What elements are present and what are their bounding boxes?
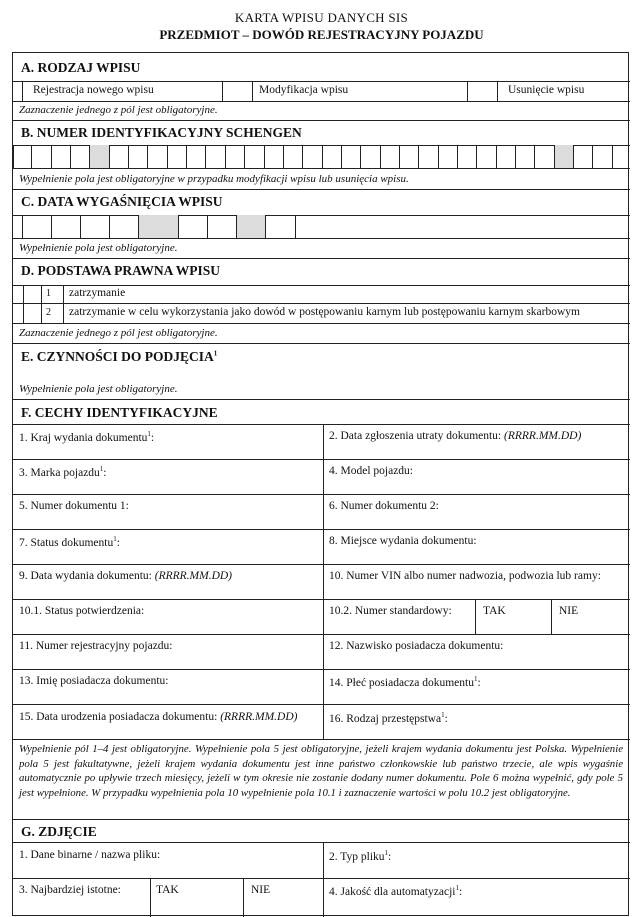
expiry-date-char-cell[interactable] xyxy=(52,215,81,238)
most-relevant-no-label: NIE xyxy=(251,884,271,896)
section-g-title: G. ZDJĘCIE xyxy=(21,824,97,839)
field-registration-number[interactable] xyxy=(13,634,323,669)
schengen-id-char-cell[interactable] xyxy=(594,145,613,168)
expiry-date-char-cell[interactable] xyxy=(237,215,266,238)
legal-basis-1-label: zatrzymanie xyxy=(69,287,126,299)
modify-entry-checkbox[interactable] xyxy=(468,81,498,101)
legal-basis-list xyxy=(13,285,630,323)
standard-number-yes-label: TAK xyxy=(483,605,506,617)
field-16-label: 16. Rodzaj przestępstwa$^1$: xyxy=(329,711,448,725)
schengen-id-char-cell[interactable] xyxy=(71,145,90,168)
schengen-id-row xyxy=(13,145,630,168)
new-entry-checkbox[interactable] xyxy=(223,81,253,101)
section-b-title: B. NUMER IDENTYFIKACYJNY SCHENGEN xyxy=(21,125,302,140)
schengen-id-char-cell[interactable] xyxy=(555,145,574,168)
section-a-note: Zaznaczenie jednego z pól jest obligatoryjne. xyxy=(19,104,218,116)
schengen-id-char-cell[interactable] xyxy=(497,145,516,168)
field-g3-label: 3. Najbardziej istotne: xyxy=(19,884,121,896)
field-loss-report-date[interactable] xyxy=(323,424,630,459)
field-1-label: 1. Kraj wydania dokumentu$^1$: xyxy=(19,430,155,444)
schengen-id-char-cell[interactable] xyxy=(129,145,148,168)
schengen-id-char-cell[interactable] xyxy=(13,145,32,168)
option-delete-entry xyxy=(498,81,630,101)
section-e-note: Wypełnienie pola jest obligatoryjne. xyxy=(19,383,178,395)
schengen-id-char-cell[interactable] xyxy=(574,145,593,168)
most-relevant-yes[interactable] xyxy=(150,878,243,917)
field-g4-label: 4. Jakość dla automatyzacji$^1$: xyxy=(329,884,463,898)
section-e-footnote-ref: 1 xyxy=(213,349,218,358)
schengen-id-char-cell[interactable] xyxy=(168,145,187,168)
field-11-label: 11. Numer rejestracyjny pojazdu: xyxy=(19,640,173,652)
expiry-date-row xyxy=(13,215,630,238)
field-7-label: 7. Status dokumentu$^1$: xyxy=(19,535,120,549)
expiry-date-char-cell[interactable] xyxy=(208,215,237,238)
legal-basis-1-checkbox[interactable] xyxy=(13,285,23,303)
field-g2-label: 2. Typ pliku$^1$: xyxy=(329,849,392,863)
standard-number-yes[interactable] xyxy=(475,599,551,634)
expiry-date-char-cell[interactable] xyxy=(23,215,52,238)
field-document-number-2[interactable] xyxy=(323,494,630,529)
option-new-entry xyxy=(23,81,223,101)
option-delete-entry-label: Usunięcie wpisu xyxy=(508,84,585,96)
field-9-label: 9. Data wydania dokumentu: (RRRR.MM.DD) xyxy=(19,570,233,582)
schengen-id-char-cell[interactable] xyxy=(148,145,167,168)
section-e-title-text: E. CZYNNOŚCI DO PODJĘCIA xyxy=(21,349,214,364)
expiry-date-char-cell xyxy=(13,215,23,238)
schengen-id-char-cell[interactable] xyxy=(32,145,51,168)
field-4-label: 4. Model pojazdu: xyxy=(329,465,413,477)
section-d-note: Zaznaczenie jednego z pól jest obligatoryjne. xyxy=(19,327,218,339)
field-document-number-1[interactable] xyxy=(13,494,323,529)
field-document-status[interactable] xyxy=(13,529,323,564)
field-2-label: 2. Data zgłoszenia utraty dokumentu: (RRRR.MM.DD) xyxy=(329,430,582,442)
section-f-note: Wypełnienie pól 1–4 jest obligatoryjne. Wypełnienie pola 5 jest obligatoryjne, jeżeli krajem wydania dokumentu jest Polska. Wypełnienie pola 5 jest fakultatywne, jeżeli krajem wydania dokumentu jest inne państwo członkowskie lub państwo trzecie, ale wpis wygaśnie automatycznie po upływie trzech miesięcy, jeżeli w tym okresie nie zostanie dodany numer dokumentu. Pole 6 można wypełnić, gdy pole 5 jest wypełnione. W przypadku wypełnienia pola 10 wypełnienie pola 10.1 i zaznaczenie wartości w polu 10.2 jest obligatoryjne. xyxy=(19,743,623,799)
schengen-id-char-cell[interactable] xyxy=(323,145,342,168)
field-8-label: 8. Miejsce wydania dokumentu: xyxy=(329,535,477,547)
field-3-label: 3. Marka pojazdu$^1$: xyxy=(19,465,107,479)
standard-number-no-label: NIE xyxy=(559,605,579,617)
schengen-id-char-cell[interactable] xyxy=(477,145,496,168)
schengen-id-char-cell[interactable] xyxy=(207,145,226,168)
field-holder-birth-date[interactable] xyxy=(13,704,323,739)
field-confirmation-status[interactable] xyxy=(13,599,323,634)
schengen-id-char-cell[interactable] xyxy=(226,145,245,168)
schengen-id-char-cell[interactable] xyxy=(245,145,264,168)
section-d-title: D. PODSTAWA PRAWNA WPISU xyxy=(21,263,221,278)
field-vin-number[interactable] xyxy=(323,564,630,599)
section-c-note: Wypełnienie pola jest obligatoryjne. xyxy=(19,242,178,254)
option-modify-entry xyxy=(253,81,468,101)
schengen-id-char-cell[interactable] xyxy=(52,145,71,168)
section-c-title: C. DATA WYGAŚNIĘCIA WPISU xyxy=(21,194,223,209)
schengen-id-char-cell[interactable] xyxy=(110,145,129,168)
field-offence-type[interactable] xyxy=(323,704,630,739)
most-relevant-yes-label: TAK xyxy=(156,884,179,896)
legal-basis-2-label: zatrzymanie w celu wykorzystania jako dowód w postępowaniu karnym lub postępowaniu karnym skarbowym xyxy=(69,306,580,318)
field-binary-file[interactable] xyxy=(13,842,323,878)
option-modify-entry-label: Modyfikacja wpisu xyxy=(259,84,349,96)
most-relevant-no[interactable] xyxy=(243,878,323,917)
schengen-id-char-cell[interactable] xyxy=(187,145,206,168)
field-12-label: 12. Nazwisko posiadacza dokumentu: xyxy=(329,640,504,652)
expiry-date-char-cell[interactable] xyxy=(266,215,296,238)
field-holder-surname[interactable] xyxy=(323,634,630,669)
field-issue-date[interactable] xyxy=(13,564,323,599)
field-15-label: 15. Data urodzenia posiadacza dokumentu: (RRRR.MM.DD) xyxy=(19,711,298,723)
field-14-label: 14. Płeć posiadacza dokumentu$^1$: xyxy=(329,675,481,689)
field-automation-quality[interactable] xyxy=(323,878,630,917)
field-10-2-label: 10.2. Numer standardowy: xyxy=(329,605,452,617)
schengen-id-char-cell[interactable] xyxy=(265,145,284,168)
field-6-label: 6. Numer dokumentu 2: xyxy=(329,500,439,512)
field-file-type[interactable] xyxy=(323,842,630,878)
expiry-date-char-cell[interactable] xyxy=(179,215,208,238)
field-issuing-country[interactable] xyxy=(13,424,323,459)
field-holder-first-name[interactable] xyxy=(13,669,323,704)
field-vehicle-make[interactable] xyxy=(13,459,323,494)
option-new-entry-label: Rejestracja nowego wpisu xyxy=(33,84,154,96)
schengen-id-char-cell[interactable] xyxy=(516,145,535,168)
schengen-id-char-cell[interactable] xyxy=(419,145,438,168)
schengen-id-char-cell[interactable] xyxy=(535,145,554,168)
field-13-label: 13. Imię posiadacza dokumentu: xyxy=(19,675,169,687)
schengen-id-char-cell[interactable] xyxy=(361,145,380,168)
sis-entry-form xyxy=(12,52,629,916)
schengen-id-char-cell[interactable] xyxy=(458,145,477,168)
field-g1-label: 1. Dane binarne / nazwa pliku: xyxy=(19,849,161,861)
schengen-id-char-cell[interactable] xyxy=(439,145,458,168)
field-5-label: 5. Numer dokumentu 1: xyxy=(19,500,129,512)
form-header-line1: KARTA WPISU DANYCH SIS xyxy=(234,10,409,25)
schengen-id-char-cell[interactable] xyxy=(400,145,419,168)
schengen-id-char-cell[interactable] xyxy=(342,145,361,168)
standard-number-no[interactable] xyxy=(551,599,630,634)
field-vehicle-model[interactable] xyxy=(323,459,630,494)
field-10-label: 10. Numer VIN albo numer nadwozia, podwozia lub ramy: xyxy=(329,570,601,582)
schengen-id-char-cell[interactable] xyxy=(90,145,109,168)
expiry-date-char-cell[interactable] xyxy=(139,215,179,238)
actions-field[interactable] xyxy=(13,369,630,383)
legal-basis-1-number: 1 xyxy=(46,288,51,299)
field-issue-place[interactable] xyxy=(323,529,630,564)
entry-type-row xyxy=(13,81,630,101)
schengen-id-char-cell[interactable] xyxy=(303,145,322,168)
field-holder-sex[interactable] xyxy=(323,669,630,704)
section-b-note: Wypełnienie pola jest obligatoryjne w przypadku modyfikacji wpisu lub usunięcia wpisu. xyxy=(19,173,409,185)
section-f-title: F. CECHY IDENTYFIKACYJNE xyxy=(21,405,218,420)
legal-basis-2-checkbox[interactable] xyxy=(13,304,23,323)
schengen-id-char-cell[interactable] xyxy=(381,145,400,168)
field-10-1-label: 10.1. Status potwierdzenia: xyxy=(19,605,145,617)
field-most-relevant xyxy=(13,878,150,917)
schengen-id-char-cell[interactable] xyxy=(284,145,303,168)
section-a-title: A. RODZAJ WPISU xyxy=(21,60,141,75)
field-standard-number xyxy=(323,599,475,634)
section-e-title xyxy=(21,349,217,365)
form-header-title: PRZEDMIOT – DOWÓD REJESTRACYJNY POJAZDU xyxy=(159,27,484,42)
expiry-date-char-cell[interactable] xyxy=(110,215,139,238)
expiry-date-char-cell[interactable] xyxy=(81,215,110,238)
legal-basis-2-number: 2 xyxy=(46,307,51,318)
